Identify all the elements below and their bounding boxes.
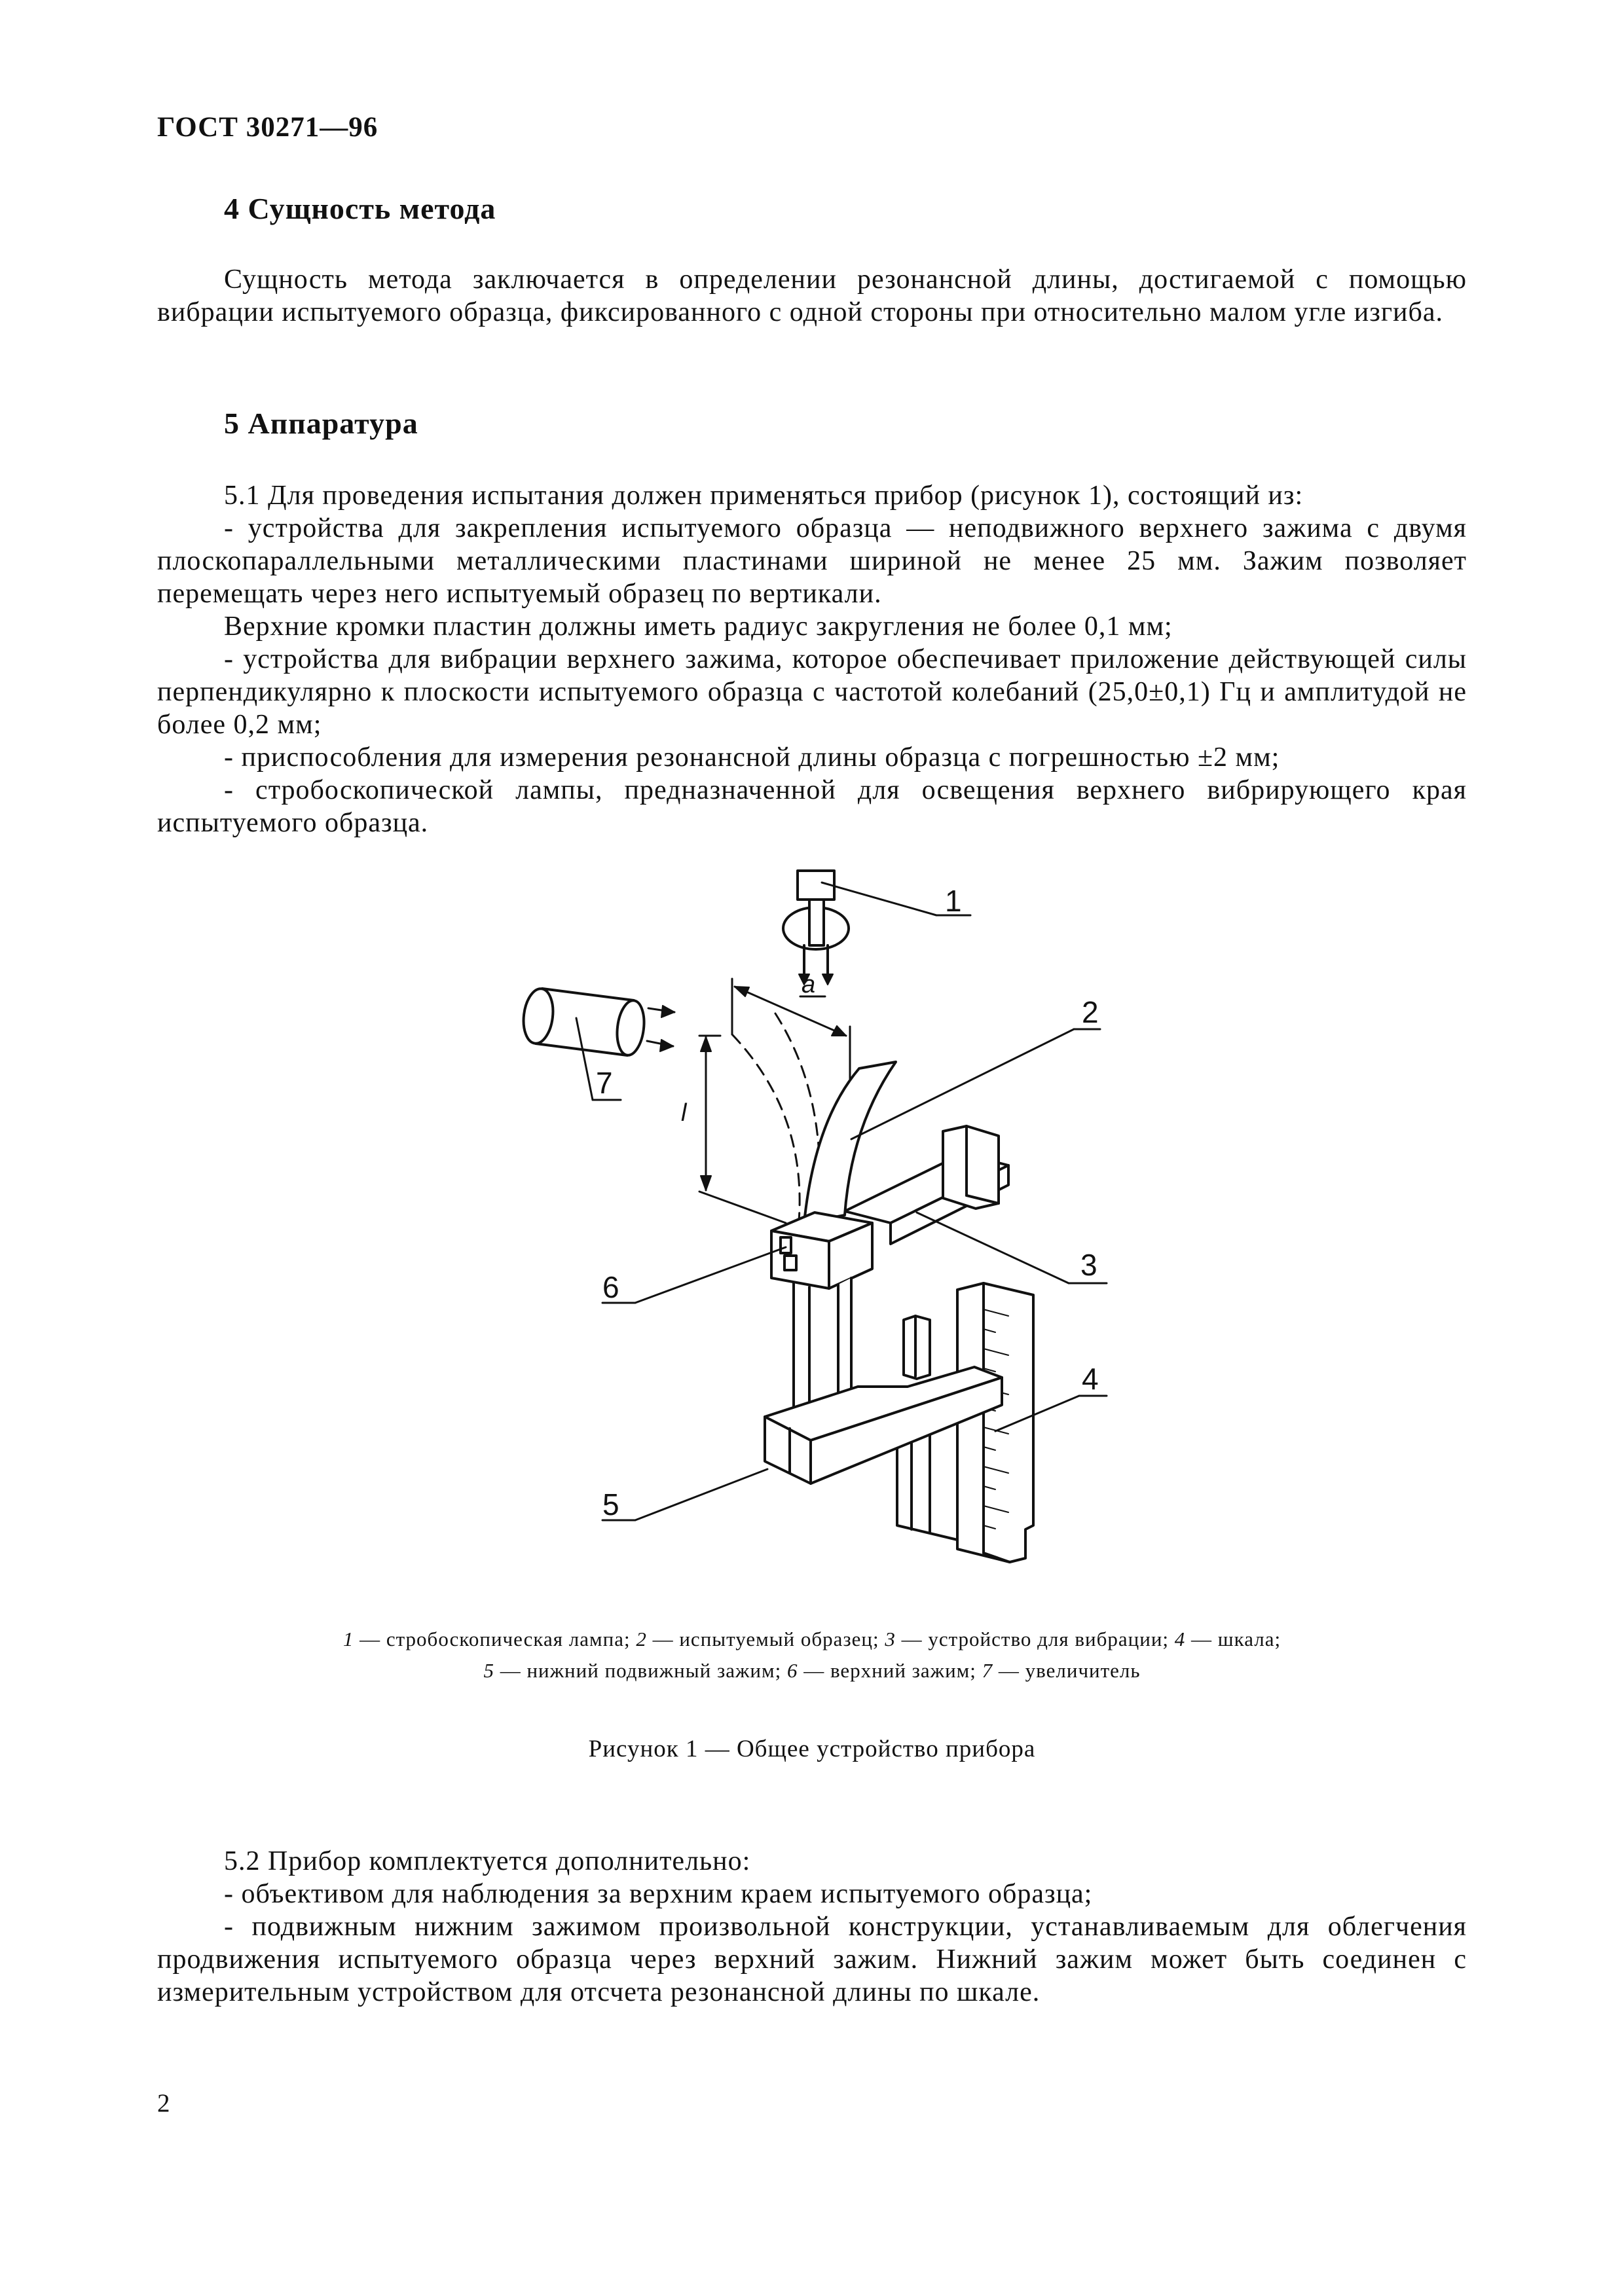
page-number: 2 xyxy=(157,2089,170,2117)
upper-clamp xyxy=(771,1212,872,1288)
paragraph-vibrator: - устройства для вибрации верхнего зажима, которое обеспечивает приложение действующей силы перпендикулярно к плоскости испытуемого образца с частотой колебаний (25,0±0,1) Гц и амплитудой не более 0,2 мм; xyxy=(157,644,1467,740)
label-l: l xyxy=(681,1099,687,1127)
label-4: 4 xyxy=(1082,1362,1099,1396)
section-4-heading: 4 Сущность метода xyxy=(224,192,496,225)
label-1: 1 xyxy=(945,884,962,918)
legend-item-4: 4 — шкала; xyxy=(1174,1628,1281,1650)
label-5: 5 xyxy=(602,1487,619,1522)
legend-item-2: 2 — испытуемый образец; xyxy=(636,1628,885,1650)
label-7: 7 xyxy=(596,1066,613,1100)
paragraph-lens: - объективом для наблюдения за верхним краем испытуемого образца; xyxy=(224,1879,1093,1909)
label-6: 6 xyxy=(602,1270,619,1304)
paragraph-measuring: - приспособления для измерения резонансной длины образца с погрешностью ±2 мм; xyxy=(224,742,1280,773)
legend-item-6: 6 — верхний зажим; xyxy=(786,1659,982,1682)
legend-item-3: 3 — устройство для вибрации; xyxy=(885,1628,1175,1650)
label-3: 3 xyxy=(1080,1248,1097,1282)
label-a: a xyxy=(802,971,816,998)
paragraph-5-2: 5.2 Прибор комплектуется дополнительно: xyxy=(224,1846,751,1876)
paragraph-lower-clamp: - подвижным нижним зажимом произвольной конструкции, устанавливаемым для облегчения продвижения испытуемого образца через верхний зажим. Нижний зажим может быть соединен с измерительным устройством для отсчета резонансной длины по шкале. xyxy=(157,1912,1467,2007)
paragraph-5-1: 5.1 Для проведения испытания должен применяться прибор (рисунок 1), состоящий из: xyxy=(224,481,1304,511)
paragraph-lamp: - стробоскопической лампы, предназначенной для освещения верхнего вибрирующего края испытуемого образца. xyxy=(157,775,1467,838)
section-4-paragraph: Сущность метода заключается в определении резонансной длины, достигаемой с помощью вибрации испытуемого образца, фиксированного с одной стороны при относительно малом угле изгиба. xyxy=(157,264,1467,327)
paragraph-clamp: - устройства для закрепления испытуемого образца — неподвижного верхнего зажима с двумя плоскопараллельными металлическими пластинами шириной не менее 25 мм. Зажим позволяет перемещать через него испытуемый образец по вертикали. xyxy=(157,513,1467,609)
figure-legend-line-2 xyxy=(157,1656,1467,1685)
legend-item-7: 7 — увеличитель xyxy=(982,1659,1141,1682)
apparatus-figure xyxy=(0,851,1622,1597)
legend-item-5: 5 — нижний подвижный зажим; xyxy=(483,1659,787,1682)
legend-item-1: 1 — стробоскопическая лампа; xyxy=(342,1628,636,1650)
figure-title: Рисунок 1 — Общее устройство прибора xyxy=(588,1736,1036,1762)
figure-legend-line-1 xyxy=(157,1625,1467,1654)
document-header: ГОСТ 30271—96 xyxy=(157,112,378,143)
paragraph-edge-radius: Верхние кромки пластин должны иметь радиус закругления не более 0,1 мм; xyxy=(224,611,1173,642)
section-5-heading: 5 Аппаратура xyxy=(224,407,418,440)
label-2: 2 xyxy=(1082,995,1099,1029)
magnifier xyxy=(521,987,647,1057)
